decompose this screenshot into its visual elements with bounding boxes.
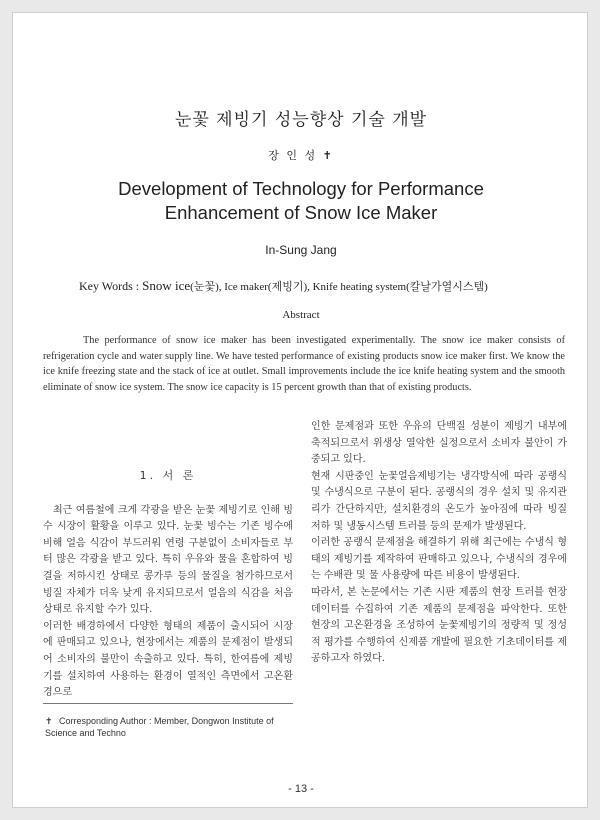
korean-title: 눈꽃 제빙기 성능향상 기술 개발: [174, 110, 428, 130]
english-title-line1: Development of Technology for Performance: [118, 178, 484, 199]
footnote-mark: ✝: [45, 716, 53, 726]
footnote-divider: [43, 703, 293, 704]
right-paragraph-1: 인한 문제점과 또한 우유의 단백질 성분이 제빙기 내부에 축적되므로서 위생상 열악한 실정으로서 소비자 불안이 가중되고 있다.: [311, 421, 567, 466]
right-column: [311, 419, 567, 668]
right-paragraph-3: 이러한 공랭식 문제점을 해결하기 위해 최근에는 수냉식 형태의 제빙기를 제작하여 판매하고 있으나, 수냉식의 경우에는 수배관 및 물 사용량에 따른 비용이 발생된다.: [311, 537, 567, 582]
section-heading-introduction: 1. 서 론: [139, 469, 197, 482]
right-paragraph-4: 따라서, 본 논문에서는 기존 시판 제품의 현장 트러블 현장 데이터를 수집하여 기존 제품의 문제점을 파악한다. 또한 현장의 고온환경을 조성하여 눈꽃제빙기의 정량적 및 정성적 평가를 수행하여 신제품 개발에 필요한 기초데이터를 제공하고자 하였다.: [311, 586, 567, 665]
left-paragraph-1: 최근 여름철에 크게 각광을 받은 눈꽃 제빙기로 인해 빙수 시장이 활황을 이루고 있다. 눈꽃 빙수는 기존 빙수에 비해 얼음 식감이 부드러워 연령 구분없이 소비자들로 부터 많은 각광을 받고 있다. 특히 우유와 물을 혼합하여 빙결을 저하시킨 상태로 콩가루 등의 물질을 첨가하므로서 빙질 자체가 더욱 낮게 유지되므로서 얼음의 식감을 처음 상태로 유지할 수가 있다.: [43, 504, 293, 616]
english-title-line2: Enhancement of Snow Ice Maker: [164, 202, 438, 223]
footnote-text: Corresponding Author : Member, Dongwon Institute of Science and Techno: [45, 716, 274, 738]
left-paragraph-2: 이러한 배경하에서 다양한 형태의 제품이 출시되어 시장에 판매되고 있으나, 현장에서는 제품의 문제점이 발생되어 소비자의 불만이 속출하고 있다. 특히, 한여름에 제빙기를 설치하여 사용하는 환경이 열적인 측면에서 고온환경으로: [43, 620, 293, 699]
footnote: [45, 715, 295, 739]
english-author: In-Sung Jang: [265, 243, 337, 257]
keywords-label: Key Words :: [79, 279, 143, 293]
right-paragraph-2: 현재 시판중인 눈꽃얼음제빙기는 냉각방식에 따라 공랭식 및 수냉식으로 구분이 된다. 공랭식의 경우 설치 및 유지관리가 간단하지만, 설치환경의 온도가 높아짐에 따라 빙질 저하 및 냉동시스템 트러블 등의 문제가 발생된다.: [311, 470, 567, 532]
keywords-line: [79, 278, 579, 294]
abstract-heading: Abstract: [282, 309, 320, 321]
page-number: - 13 -: [288, 783, 314, 795]
korean-author: 장 인 성 ✝: [268, 149, 334, 162]
english-title: [13, 177, 589, 225]
keyword-snow-ice-kr: (눈꽃): [190, 281, 219, 293]
keyword-snow-ice: Snow ice: [142, 278, 191, 293]
paper-page: [12, 12, 588, 808]
left-column: [43, 468, 293, 702]
abstract-text: The performance of snow ice maker has been investigated experimentally. The snow ice maker consists of refrigeration cycle and water supply line. We have tested performance of existing products snow ice maker first. We know the ice knife freezing state and the stack of ice at outlet. Small improvements include the ice knife heating system and the smooth eliminate of snow ice system. The snow ice capacity is 15 percent growth than that of existing products.: [43, 335, 565, 393]
keywords-rest: , Ice maker(제빙기), Knife heating system(칼날가열시스템): [218, 281, 488, 293]
